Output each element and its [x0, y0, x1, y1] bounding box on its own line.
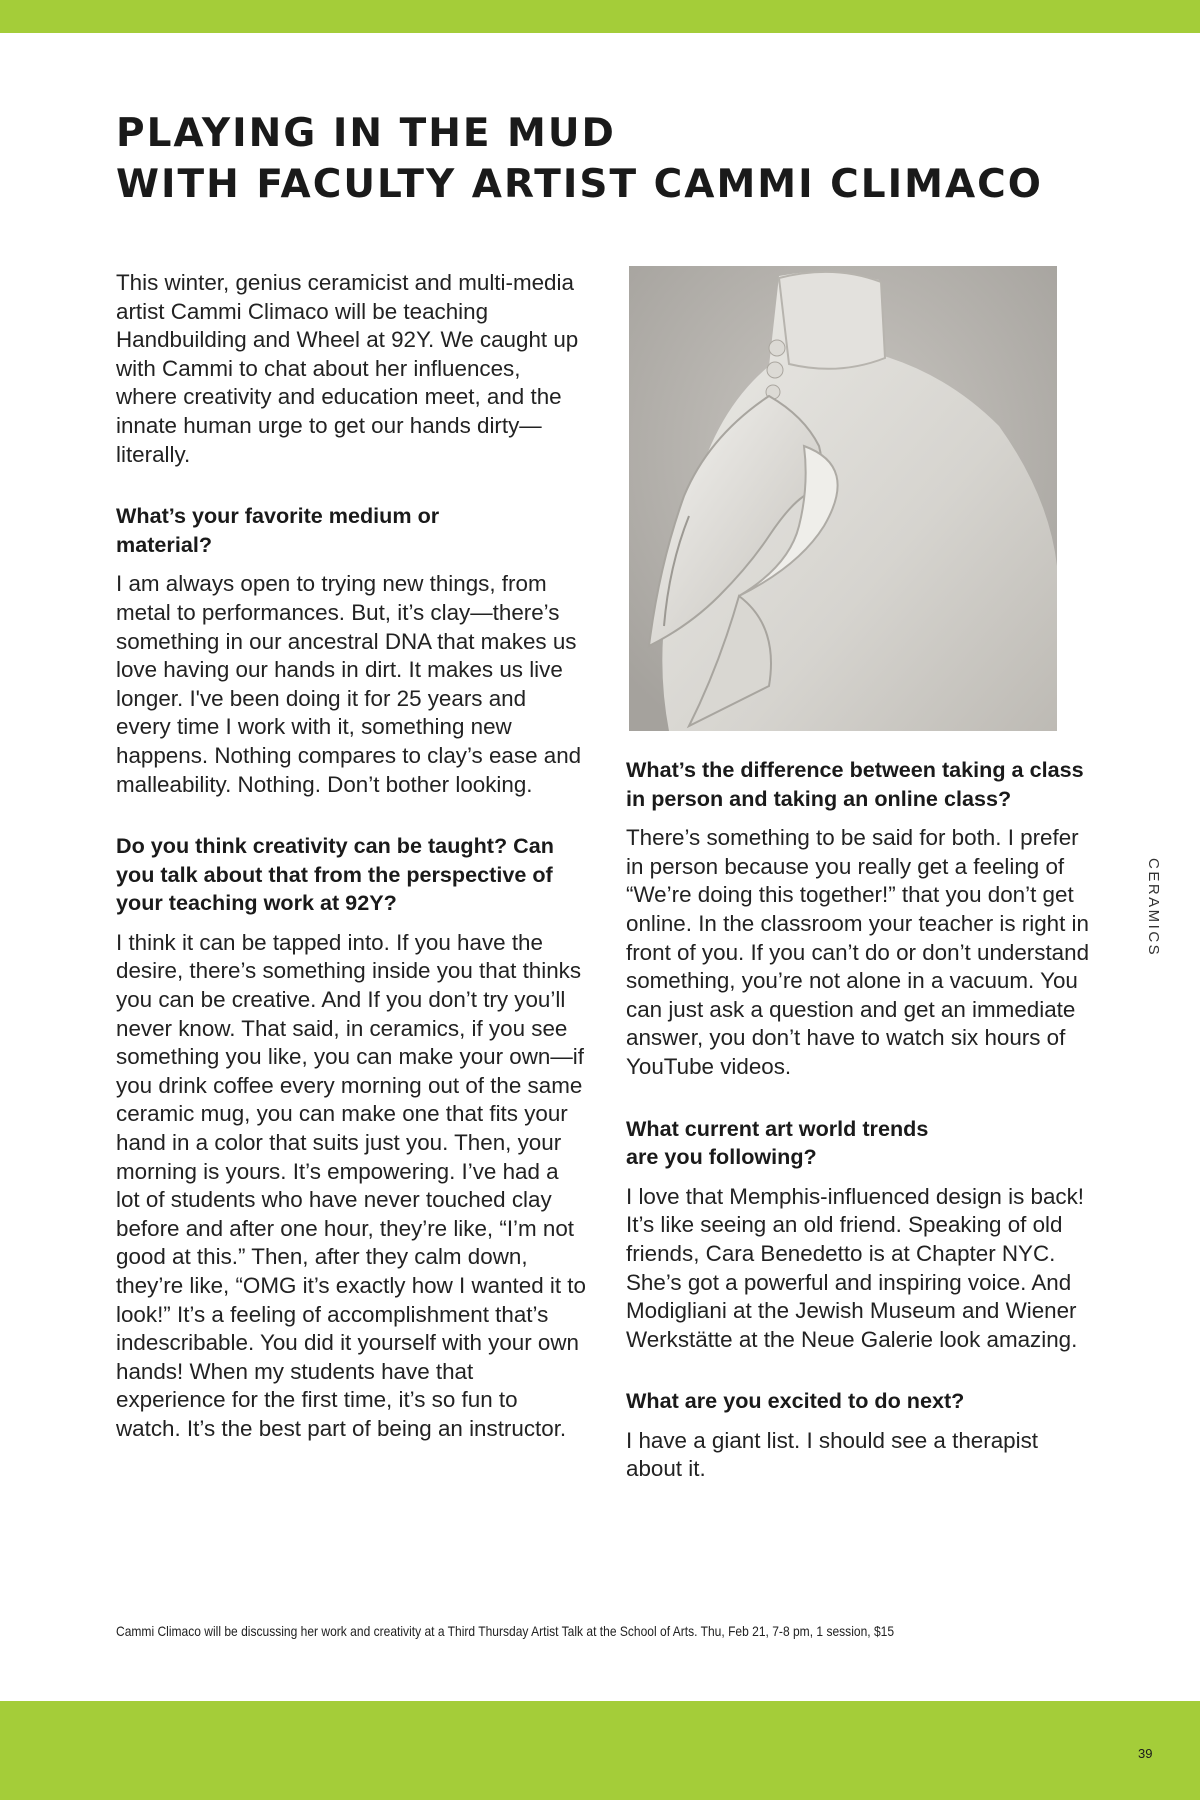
- top-accent-band: [0, 0, 1200, 33]
- question-whats-next: What are you excited to do next?: [626, 1388, 965, 1414]
- bottom-accent-band: [0, 1701, 1200, 1800]
- event-caption: Cammi Climaco will be discussing her work and creativity at a Third Thursday Artist Talk at the School of Arts. Thu, Feb 21, 7-8 pm, 1 session, $15: [116, 1623, 895, 1639]
- answer-favorite-medium: I am always open to trying new things, from metal to performances. But, it’s clay—there’s something in our ancestral DNA that makes us love having our hands in dirt. It makes us live longer. I've been doing it for 25 years and every time I work with it, something new happens. Nothing compares to clay’s ease and malleability. Nothing. Don’t bother looking.: [116, 571, 582, 797]
- intro-paragraph: This winter, genius ceramicist and multi-media artist Cammi Climaco will be teaching Handbuilding and Wheel at 92Y. We caught up with Cammi to chat about her influences, where creativity and education meet, and the innate human urge to get our hands dirty—literally.: [116, 270, 579, 467]
- question-in-person-vs-online: What’s the difference between taking a class in person and taking an online class?: [626, 757, 1084, 811]
- answer-in-person-vs-online: There’s something to be said for both. I prefer in person because you really get a feeling of “We’re doing this together!” that you don’t get online. In the classroom your teacher is right in front of you. If you can’t do or don’t understand something, you’re not alone in a vacuum. You can just ask a question and get an immediate answer, you don’t have to watch six hours of YouTube videos.: [626, 825, 1090, 1079]
- section-label: CERAMICS: [1145, 858, 1162, 958]
- question-favorite-medium: What’s your favorite medium or material?: [116, 503, 440, 557]
- right-column: [626, 756, 1096, 1517]
- question-creativity-taught: Do you think creativity can be taught? Can you talk about that from the perspective of your teaching work at 92Y?: [116, 833, 554, 916]
- answer-art-trends: I love that Memphis-influenced design is back! It’s like seeing an old friend. Speaking of old friends, Cara Benedetto is at Chapter NYC. She’s got a powerful and inspiring voice. And Modigliani at the Jewish Museum and Wiener Werkstätte at the Neue Galerie look amazing.: [626, 1183, 1085, 1352]
- answer-creativity-taught: I think it can be tapped into. If you have the desire, there’s something inside you that thinks you can be creative. And If you don’t try you’ll never know. That said, in ceramics, if you see something you like, you can make your own—if you drink coffee every morning out of the same ceramic mug, you can make one that fits your hand in a color that suits just you. Then, your morning is yours. It’s empowering. I’ve had a lot of students who have never touched clay before and after one hour, they’re like, “I’m not good at this.” Then, after they calm down, they’re like, “OMG it’s exactly how I wanted it to look!” It’s a feeling of accomplishment that’s indescribable. You did it yourself with your own hands! When my students have that experience for the first time, it’s so fun to watch. It’s the best part of being an instructor.: [116, 929, 586, 1441]
- ceramic-blouse-image: [629, 266, 1057, 731]
- page-number: 39: [1138, 1746, 1153, 1761]
- left-column: [116, 269, 586, 1477]
- title-line-2: WITH FACULTY ARTIST CAMMI CLIMACO: [116, 162, 1043, 207]
- article-title: [116, 108, 1116, 210]
- title-line-1: PLAYING IN THE MUD: [116, 111, 616, 156]
- answer-whats-next: I have a giant list. I should see a therapist about it.: [626, 1427, 1038, 1482]
- question-art-trends: What current art world trends are you following?: [626, 1115, 929, 1170]
- ceramic-sculpture-photo: [629, 266, 1057, 731]
